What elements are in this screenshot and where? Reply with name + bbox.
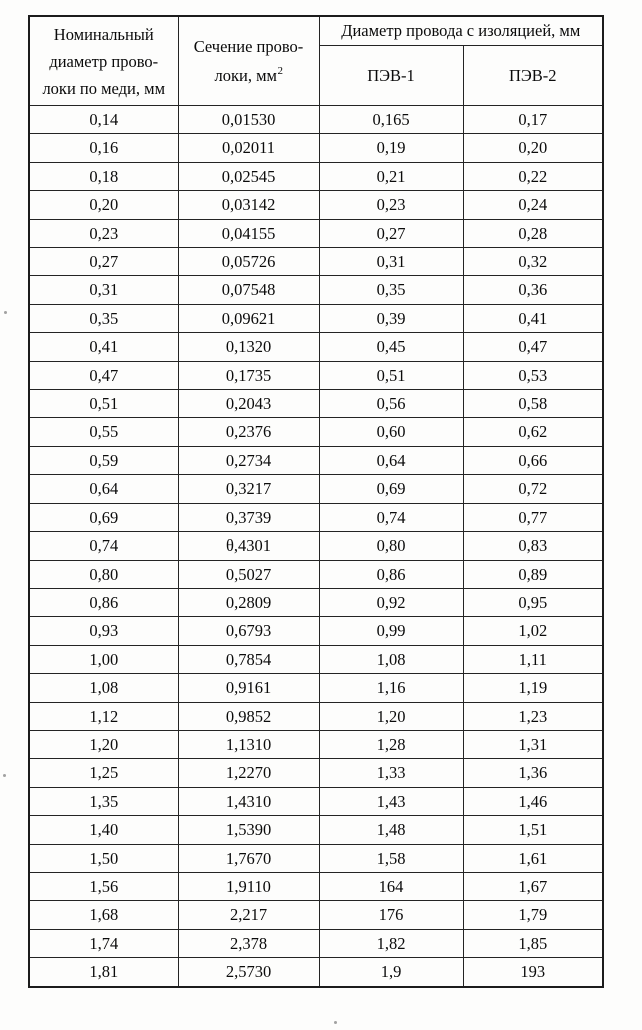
table-cell: 1,19 bbox=[463, 674, 603, 702]
table-cell: 0,93 bbox=[29, 617, 178, 645]
table-cell: 0,24 bbox=[463, 191, 603, 219]
table-cell: 0,56 bbox=[319, 390, 463, 418]
table-cell: 176 bbox=[319, 901, 463, 929]
table-row bbox=[29, 759, 603, 787]
table-cell: 0,23 bbox=[319, 191, 463, 219]
table-cell: 0,2809 bbox=[178, 588, 319, 616]
table-cell: 0,66 bbox=[463, 446, 603, 474]
table-cell: 0,7854 bbox=[178, 645, 319, 673]
table-cell: 1,16 bbox=[319, 674, 463, 702]
table-row bbox=[29, 276, 603, 304]
header-insulated-diameter: Диаметр провода с изоляцией, мм bbox=[319, 16, 603, 46]
table-cell: 1,23 bbox=[463, 702, 603, 730]
table-cell: 0,60 bbox=[319, 418, 463, 446]
header-nominal-copper-diameter bbox=[29, 16, 178, 106]
table-cell: 0,31 bbox=[29, 276, 178, 304]
table-cell: 1,40 bbox=[29, 816, 178, 844]
table-cell: 0,99 bbox=[319, 617, 463, 645]
table-row bbox=[29, 617, 603, 645]
table-cell: 0,62 bbox=[463, 418, 603, 446]
table-cell: 0,17 bbox=[463, 106, 603, 134]
table-cell: 1,1310 bbox=[178, 730, 319, 758]
table-cell: 0,19 bbox=[319, 134, 463, 162]
table-row bbox=[29, 872, 603, 900]
table-row bbox=[29, 134, 603, 162]
header-row-top bbox=[29, 16, 603, 46]
table-cell: 0,07548 bbox=[178, 276, 319, 304]
table-cell: 0,22 bbox=[463, 162, 603, 190]
table-cell: 1,4310 bbox=[178, 787, 319, 815]
table-cell: 0,20 bbox=[463, 134, 603, 162]
table-row bbox=[29, 162, 603, 190]
table-cell: 0,03142 bbox=[178, 191, 319, 219]
table-cell: 0,05726 bbox=[178, 248, 319, 276]
table-cell: 1,7670 bbox=[178, 844, 319, 872]
header-pev-1: ПЭВ-1 bbox=[319, 46, 463, 106]
table-cell: 0,59 bbox=[29, 446, 178, 474]
table-cell: 0,86 bbox=[29, 588, 178, 616]
table-row bbox=[29, 560, 603, 588]
table-row bbox=[29, 929, 603, 957]
table-cell: 1,43 bbox=[319, 787, 463, 815]
table-cell: 0,3217 bbox=[178, 475, 319, 503]
superscript-2: 2 bbox=[277, 64, 283, 77]
table-cell: 1,56 bbox=[29, 872, 178, 900]
table-cell: 0,9161 bbox=[178, 674, 319, 702]
table-row bbox=[29, 503, 603, 531]
header-cross-section bbox=[178, 16, 319, 106]
table-cell: 1,5390 bbox=[178, 816, 319, 844]
table-cell: 1,2270 bbox=[178, 759, 319, 787]
table-cell: 0,80 bbox=[319, 532, 463, 560]
wire-specs-table bbox=[28, 15, 604, 988]
header-line bbox=[179, 61, 319, 90]
table-cell: 1,9 bbox=[319, 958, 463, 987]
table-cell: 1,82 bbox=[319, 929, 463, 957]
table-cell: 0,165 bbox=[319, 106, 463, 134]
table-cell: 0,9852 bbox=[178, 702, 319, 730]
table-cell: 0,18 bbox=[29, 162, 178, 190]
table-cell: 1,08 bbox=[29, 674, 178, 702]
table-cell: 0,27 bbox=[319, 219, 463, 247]
table-cell: 2,378 bbox=[178, 929, 319, 957]
table-cell: 0,04155 bbox=[178, 219, 319, 247]
table-row bbox=[29, 390, 603, 418]
table-cell: 0,21 bbox=[319, 162, 463, 190]
table-cell: 0,77 bbox=[463, 503, 603, 531]
table-row bbox=[29, 219, 603, 247]
table-cell: 1,00 bbox=[29, 645, 178, 673]
table-cell: 1,85 bbox=[463, 929, 603, 957]
scan-speck bbox=[334, 1021, 337, 1024]
table-cell: 0,80 bbox=[29, 560, 178, 588]
table-cell: 164 bbox=[319, 872, 463, 900]
table-cell: 0,01530 bbox=[178, 106, 319, 134]
table-row bbox=[29, 446, 603, 474]
table-row bbox=[29, 418, 603, 446]
table-cell: 0,31 bbox=[319, 248, 463, 276]
table-cell: 0,47 bbox=[29, 361, 178, 389]
table-cell: 0,5027 bbox=[178, 560, 319, 588]
table-cell: 2,217 bbox=[178, 901, 319, 929]
table-cell: 0,35 bbox=[29, 304, 178, 332]
table-cell: 0,74 bbox=[29, 532, 178, 560]
table-cell: 1,50 bbox=[29, 844, 178, 872]
table-cell: 0,14 bbox=[29, 106, 178, 134]
header-line: локи по меди, мм bbox=[42, 78, 166, 98]
table-cell: 1,51 bbox=[463, 816, 603, 844]
table-cell: 0,32 bbox=[463, 248, 603, 276]
table-cell: 0,95 bbox=[463, 588, 603, 616]
table-cell: 1,9110 bbox=[178, 872, 319, 900]
table-cell: 0,39 bbox=[319, 304, 463, 332]
table-cell: 0,45 bbox=[319, 333, 463, 361]
table-row bbox=[29, 901, 603, 929]
table-row bbox=[29, 674, 603, 702]
table-header bbox=[29, 16, 603, 106]
table-cell: θ,4301 bbox=[178, 532, 319, 560]
table-cell: 0,09621 bbox=[178, 304, 319, 332]
table-cell: 0,16 bbox=[29, 134, 178, 162]
table-cell: 1,61 bbox=[463, 844, 603, 872]
table-cell: 1,28 bbox=[319, 730, 463, 758]
scan-speck bbox=[3, 774, 6, 777]
table-cell: 193 bbox=[463, 958, 603, 987]
table-cell: 0,55 bbox=[29, 418, 178, 446]
table-row bbox=[29, 248, 603, 276]
table-row bbox=[29, 191, 603, 219]
table-cell: 0,41 bbox=[463, 304, 603, 332]
table-cell: 0,36 bbox=[463, 276, 603, 304]
table-row bbox=[29, 958, 603, 987]
table-row bbox=[29, 844, 603, 872]
scan-speck bbox=[4, 311, 7, 314]
table-cell: 1,20 bbox=[29, 730, 178, 758]
table-cell: 0,1320 bbox=[178, 333, 319, 361]
table-cell: 0,64 bbox=[29, 475, 178, 503]
table-row bbox=[29, 702, 603, 730]
table-row bbox=[29, 532, 603, 560]
table-cell: 0,35 bbox=[319, 276, 463, 304]
table-cell: 0,83 bbox=[463, 532, 603, 560]
table-cell: 0,86 bbox=[319, 560, 463, 588]
table-row bbox=[29, 730, 603, 758]
table-row bbox=[29, 475, 603, 503]
table-cell: 1,11 bbox=[463, 645, 603, 673]
table-row bbox=[29, 361, 603, 389]
table-body bbox=[29, 106, 603, 987]
table-cell: 1,36 bbox=[463, 759, 603, 787]
table-cell: 0,92 bbox=[319, 588, 463, 616]
table-cell: 0,51 bbox=[29, 390, 178, 418]
table-cell: 0,02545 bbox=[178, 162, 319, 190]
table-cell: 1,68 bbox=[29, 901, 178, 929]
table-row bbox=[29, 106, 603, 134]
table-cell: 2,5730 bbox=[178, 958, 319, 987]
table-cell: 1,25 bbox=[29, 759, 178, 787]
table-row bbox=[29, 304, 603, 332]
table-cell: 1,46 bbox=[463, 787, 603, 815]
table-row bbox=[29, 333, 603, 361]
table-cell: 1,48 bbox=[319, 816, 463, 844]
table-cell: 0,23 bbox=[29, 219, 178, 247]
table-cell: 1,02 bbox=[463, 617, 603, 645]
table-cell: 1,33 bbox=[319, 759, 463, 787]
table-cell: 0,28 bbox=[463, 219, 603, 247]
header-line: диаметр прово- bbox=[49, 51, 159, 71]
table-cell: 0,20 bbox=[29, 191, 178, 219]
table-cell: 0,2376 bbox=[178, 418, 319, 446]
header-line-base: локи, мм bbox=[214, 66, 277, 85]
table-cell: 0,41 bbox=[29, 333, 178, 361]
header-pev-2: ПЭВ-2 bbox=[463, 46, 603, 106]
table-row bbox=[29, 645, 603, 673]
table-cell: 0,3739 bbox=[178, 503, 319, 531]
table-row bbox=[29, 787, 603, 815]
table-cell: 0,74 bbox=[319, 503, 463, 531]
table-cell: 0,72 bbox=[463, 475, 603, 503]
header-line: Сечение прово- bbox=[193, 37, 304, 56]
table-cell: 0,89 bbox=[463, 560, 603, 588]
table-cell: 1,31 bbox=[463, 730, 603, 758]
table-cell: 0,2043 bbox=[178, 390, 319, 418]
table-cell: 0,1735 bbox=[178, 361, 319, 389]
table-cell: 0,69 bbox=[319, 475, 463, 503]
table-cell: 0,27 bbox=[29, 248, 178, 276]
table-cell: 1,79 bbox=[463, 901, 603, 929]
table-cell: 1,35 bbox=[29, 787, 178, 815]
table-cell: 0,02011 bbox=[178, 134, 319, 162]
table-cell: 0,6793 bbox=[178, 617, 319, 645]
table-cell: 1,20 bbox=[319, 702, 463, 730]
table-cell: 0,2734 bbox=[178, 446, 319, 474]
table-cell: 0,58 bbox=[463, 390, 603, 418]
table-cell: 0,64 bbox=[319, 446, 463, 474]
header-line: Номинальный bbox=[53, 24, 154, 44]
table-cell: 1,67 bbox=[463, 872, 603, 900]
table-cell: 0,69 bbox=[29, 503, 178, 531]
table-cell: 1,08 bbox=[319, 645, 463, 673]
table-cell: 1,58 bbox=[319, 844, 463, 872]
table-cell: 1,81 bbox=[29, 958, 178, 987]
table-row bbox=[29, 816, 603, 844]
table-cell: 0,53 bbox=[463, 361, 603, 389]
table-cell: 0,47 bbox=[463, 333, 603, 361]
table-cell: 1,74 bbox=[29, 929, 178, 957]
table-cell: 0,51 bbox=[319, 361, 463, 389]
table-cell: 1,12 bbox=[29, 702, 178, 730]
table-row bbox=[29, 588, 603, 616]
